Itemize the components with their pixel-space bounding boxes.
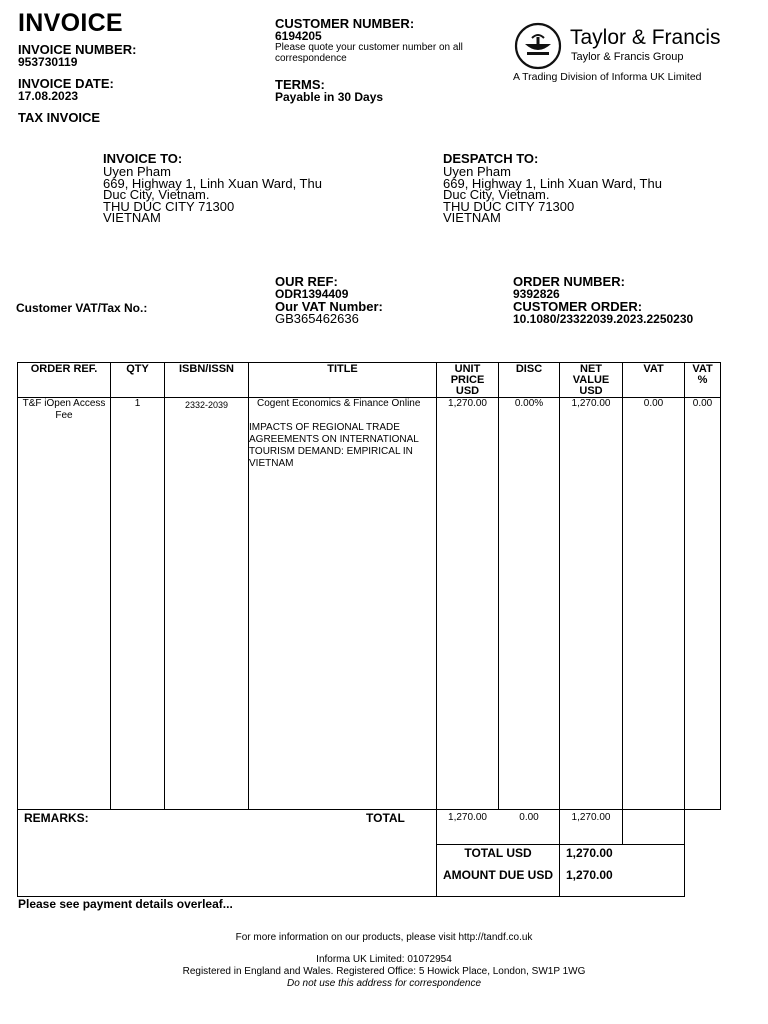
our-vat-number: GB365462636 xyxy=(275,311,359,326)
article-title-line: VIETNAM xyxy=(249,458,294,469)
amount-due-label: AMOUNT DUE USD xyxy=(443,868,553,882)
invoice-to-line: THU DUC CITY 71300 xyxy=(103,198,235,214)
amount-due-value: 1,270.00 xyxy=(566,868,613,882)
total-net-value: 1,270.00 xyxy=(571,812,611,823)
header-net-value-line: VALUE xyxy=(572,374,610,386)
our-vat-label: Our VAT Number: xyxy=(275,299,383,314)
despatch-to-label: DESPATCH TO: xyxy=(443,151,539,166)
our-ref: ODR1394409 xyxy=(275,287,349,301)
col-line xyxy=(164,362,165,810)
col-line xyxy=(498,362,499,810)
article-title-line: TOURISM DEMAND: EMPIRICAL IN xyxy=(249,446,413,457)
header-unit-price xyxy=(437,364,498,397)
table-row-disc: 0.00% xyxy=(514,398,544,409)
customer-number-label: CUSTOMER NUMBER: xyxy=(275,16,415,31)
total-disc: 0.00 xyxy=(519,812,539,823)
terms-label: TERMS: xyxy=(275,77,325,92)
table-row-article-title xyxy=(249,422,435,470)
logo-tagline: A Trading Division of Informa UK Limited xyxy=(513,71,702,83)
table-border-top xyxy=(17,362,721,363)
invoice-to-line: VIETNAM xyxy=(103,210,161,225)
order-number: 9392826 xyxy=(513,287,560,301)
invoice-to-line: Uyen Pham xyxy=(103,164,171,179)
invoice-to-label: INVOICE TO: xyxy=(103,151,183,166)
col-line xyxy=(17,362,18,897)
invoice-date-label: INVOICE DATE: xyxy=(18,76,114,91)
invoice-number: 953730119 xyxy=(18,55,78,69)
header-unit-price-line: USD xyxy=(455,385,480,397)
col-line xyxy=(720,362,721,810)
customer-order: 10.1080/23322039.2023.2250230 xyxy=(513,312,694,326)
total-usd-value: 1,270.00 xyxy=(566,846,613,860)
despatch-to-line: THU DUC CITY 71300 xyxy=(443,198,575,214)
despatch-to-line: Duc City, Vietnam. xyxy=(443,187,550,202)
header-net-value-line: NET xyxy=(580,363,602,375)
header-title: TITLE xyxy=(327,363,358,375)
total-unit-price: 1,270.00 xyxy=(448,812,487,823)
total-usd-label: TOTAL USD xyxy=(464,846,532,860)
article-title-line: AGREEMENTS ON INTERNATIONAL xyxy=(249,434,419,445)
header-net-value-line: USD xyxy=(579,385,603,397)
invoice-to-block xyxy=(103,153,322,224)
header-order-ref: ORDER REF. xyxy=(30,363,98,375)
footer-info: For more information on our products, please visit http://tandf.co.uk xyxy=(235,932,533,943)
header-vat: VAT xyxy=(643,363,664,375)
col-line xyxy=(110,362,111,810)
totals-divider xyxy=(436,844,685,845)
terms-value: Payable in 30 Days xyxy=(275,90,384,104)
header-vat-pct xyxy=(685,364,720,386)
header-unit-price-line: PRICE xyxy=(450,374,485,386)
order-ref-line: T&F iOpen Access xyxy=(22,398,106,409)
invoice-to-line: 669, Highway 1, Linh Xuan Ward, Thu xyxy=(103,175,322,191)
table-row-vat-pct: 0.00 xyxy=(692,398,713,409)
invoice-to-line: Duc City, Vietnam. xyxy=(103,187,210,202)
header-vat-pct-line: VAT xyxy=(692,363,713,375)
customer-number: 6194205 xyxy=(275,29,322,43)
header-isbn: ISBN/ISSN xyxy=(178,363,234,375)
article-title-line: IMPACTS OF REGIONAL TRADE xyxy=(249,422,400,433)
customer-vat-label: Customer VAT/Tax No.: xyxy=(16,301,148,315)
header-vat-pct-line: % xyxy=(697,374,708,386)
header-disc: DISC xyxy=(515,363,543,375)
col-line xyxy=(684,362,685,897)
table-row-order-ref xyxy=(18,398,110,422)
footer-registered: Registered in England and Wales. Registered Office: 5 Howick Place, London, SW1P 1WG xyxy=(182,966,586,977)
despatch-to-line: 669, Highway 1, Linh Xuan Ward, Thu xyxy=(443,175,662,191)
order-number-label: ORDER NUMBER: xyxy=(513,274,625,289)
table-row-net-value: 1,270.00 xyxy=(571,398,611,409)
customer-number-note: Please quote your customer number on all xyxy=(275,42,463,53)
invoice-number-label: INVOICE NUMBER: xyxy=(18,42,137,57)
invoice-date: 17.08.2023 xyxy=(18,89,79,103)
invoice-title: INVOICE xyxy=(18,9,123,37)
despatch-to-line: Uyen Pham xyxy=(443,164,511,179)
customer-number-note-2: correspondence xyxy=(275,53,347,64)
taylor-francis-logo-icon xyxy=(514,22,562,70)
our-ref-label: OUR REF: xyxy=(275,274,338,289)
header-qty: QTY xyxy=(126,363,149,375)
footer-disclaimer: Do not use this address for correspondence xyxy=(287,978,481,989)
col-line xyxy=(622,362,623,845)
table-row-vat: 0.00 xyxy=(643,398,664,409)
customer-order-label: CUSTOMER ORDER: xyxy=(513,299,643,314)
header-net-value xyxy=(560,364,622,397)
footer-company: Informa UK Limited: 01072954 xyxy=(316,954,452,965)
tax-invoice-label: TAX INVOICE xyxy=(18,110,101,125)
logo-group: Taylor & Francis Group xyxy=(571,51,684,63)
remarks-label: REMARKS: xyxy=(24,811,89,825)
order-ref-line: Fee xyxy=(55,410,73,421)
table-body-bottom xyxy=(17,809,721,810)
header-unit-price-line: UNIT xyxy=(454,363,481,375)
total-label: TOTAL xyxy=(366,811,405,825)
despatch-to-block xyxy=(443,153,662,224)
table-row-unit-price: 1,270.00 xyxy=(448,398,487,409)
payment-details-note: Please see payment details overleaf... xyxy=(18,897,233,911)
despatch-to-line: VIETNAM xyxy=(443,210,501,225)
table-row-journal: Cogent Economics & Finance Online xyxy=(257,398,421,409)
table-row-isbn: 2332-2039 xyxy=(184,400,229,410)
logo-name: Taylor & Francis xyxy=(570,26,721,49)
table-row-qty: 1 xyxy=(134,398,141,409)
